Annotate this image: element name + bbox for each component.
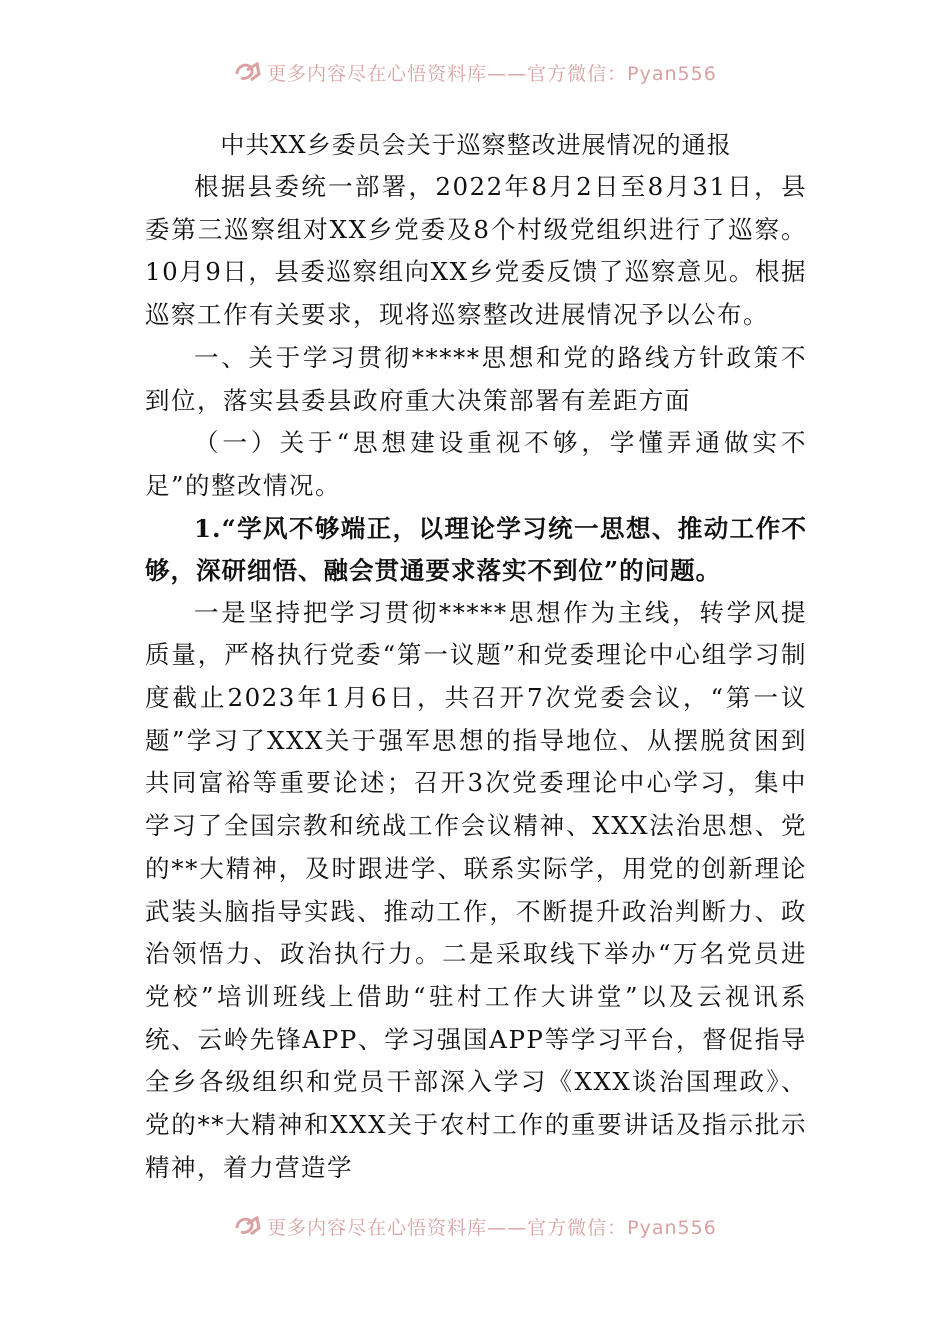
- intro-paragraph: 根据县委统一部署，2022年8月2日至8月31日，县委第三巡察组对XX乡党委及8个村级党组织进行了巡察。10月9日，县委巡察组向XX乡党委反馈了巡察意见。根据巡察工作有关要求，现将巡察整改进展情况予以公布。: [145, 172, 807, 330]
- watermark-text: 更多内容尽在心悟资料库——官方微信：Pyan556: [267, 62, 717, 85]
- watermark-logo-icon: [233, 1214, 263, 1238]
- issue-heading: 1.“学风不够端正，以理论学习统一思想、推动工作不够，深研细悟、融会贯通要求落实不到位”的问题。: [145, 513, 807, 585]
- watermark-footer: [0, 1206, 950, 1246]
- body-paragraph: 一是坚持把学习贯彻*****思想作为主线，转学风提质量，严格执行党委“第一议题”和党委理论中心组学习制度截止2023年1月6日，共召开7次党委会议，“第一议题”学习了XXX关于强军思想的指导地位、从摆脱贫困到共同富裕等重要论述；召开3次党委理论中心学习，集中学习了全国宗教和统战工作会议精神、XXX法治思想、党的**大精神，及时跟进学、联系实际学，用党的创新理论武装头脑指导实践、推动工作，不断提升政治判断力、政治领悟力、政治执行力。二是采取线下举办“万名党员进党校”培训班线上借助“驻村工作大讲堂”以及云视讯系统、云岭先锋APP、学习强国APP等学习平台，督促指导全乡各级组织和党员干部深入学习《XXX谈治国理政》、党的**大精神和XXX关于农村工作的重要讲话及指示批示精神，着力营造学: [145, 597, 807, 1182]
- section-heading: 一、关于学习贯彻*****思想和党的路线方针政策不到位，落实县委县政府重大决策部署有差距方面: [145, 342, 807, 415]
- watermark-header: [0, 52, 950, 92]
- watermark-logo-icon: [233, 60, 263, 84]
- document-body: [145, 124, 807, 1189]
- subsection-heading: （一）关于“思想建设重视不够，学懂弄通做实不足”的整改情况。: [145, 428, 807, 500]
- document-title: 中共XX乡委员会关于巡察整改进展情况的通报: [220, 131, 732, 159]
- watermark-text: 更多内容尽在心悟资料库——官方微信：Pyan556: [267, 1216, 717, 1239]
